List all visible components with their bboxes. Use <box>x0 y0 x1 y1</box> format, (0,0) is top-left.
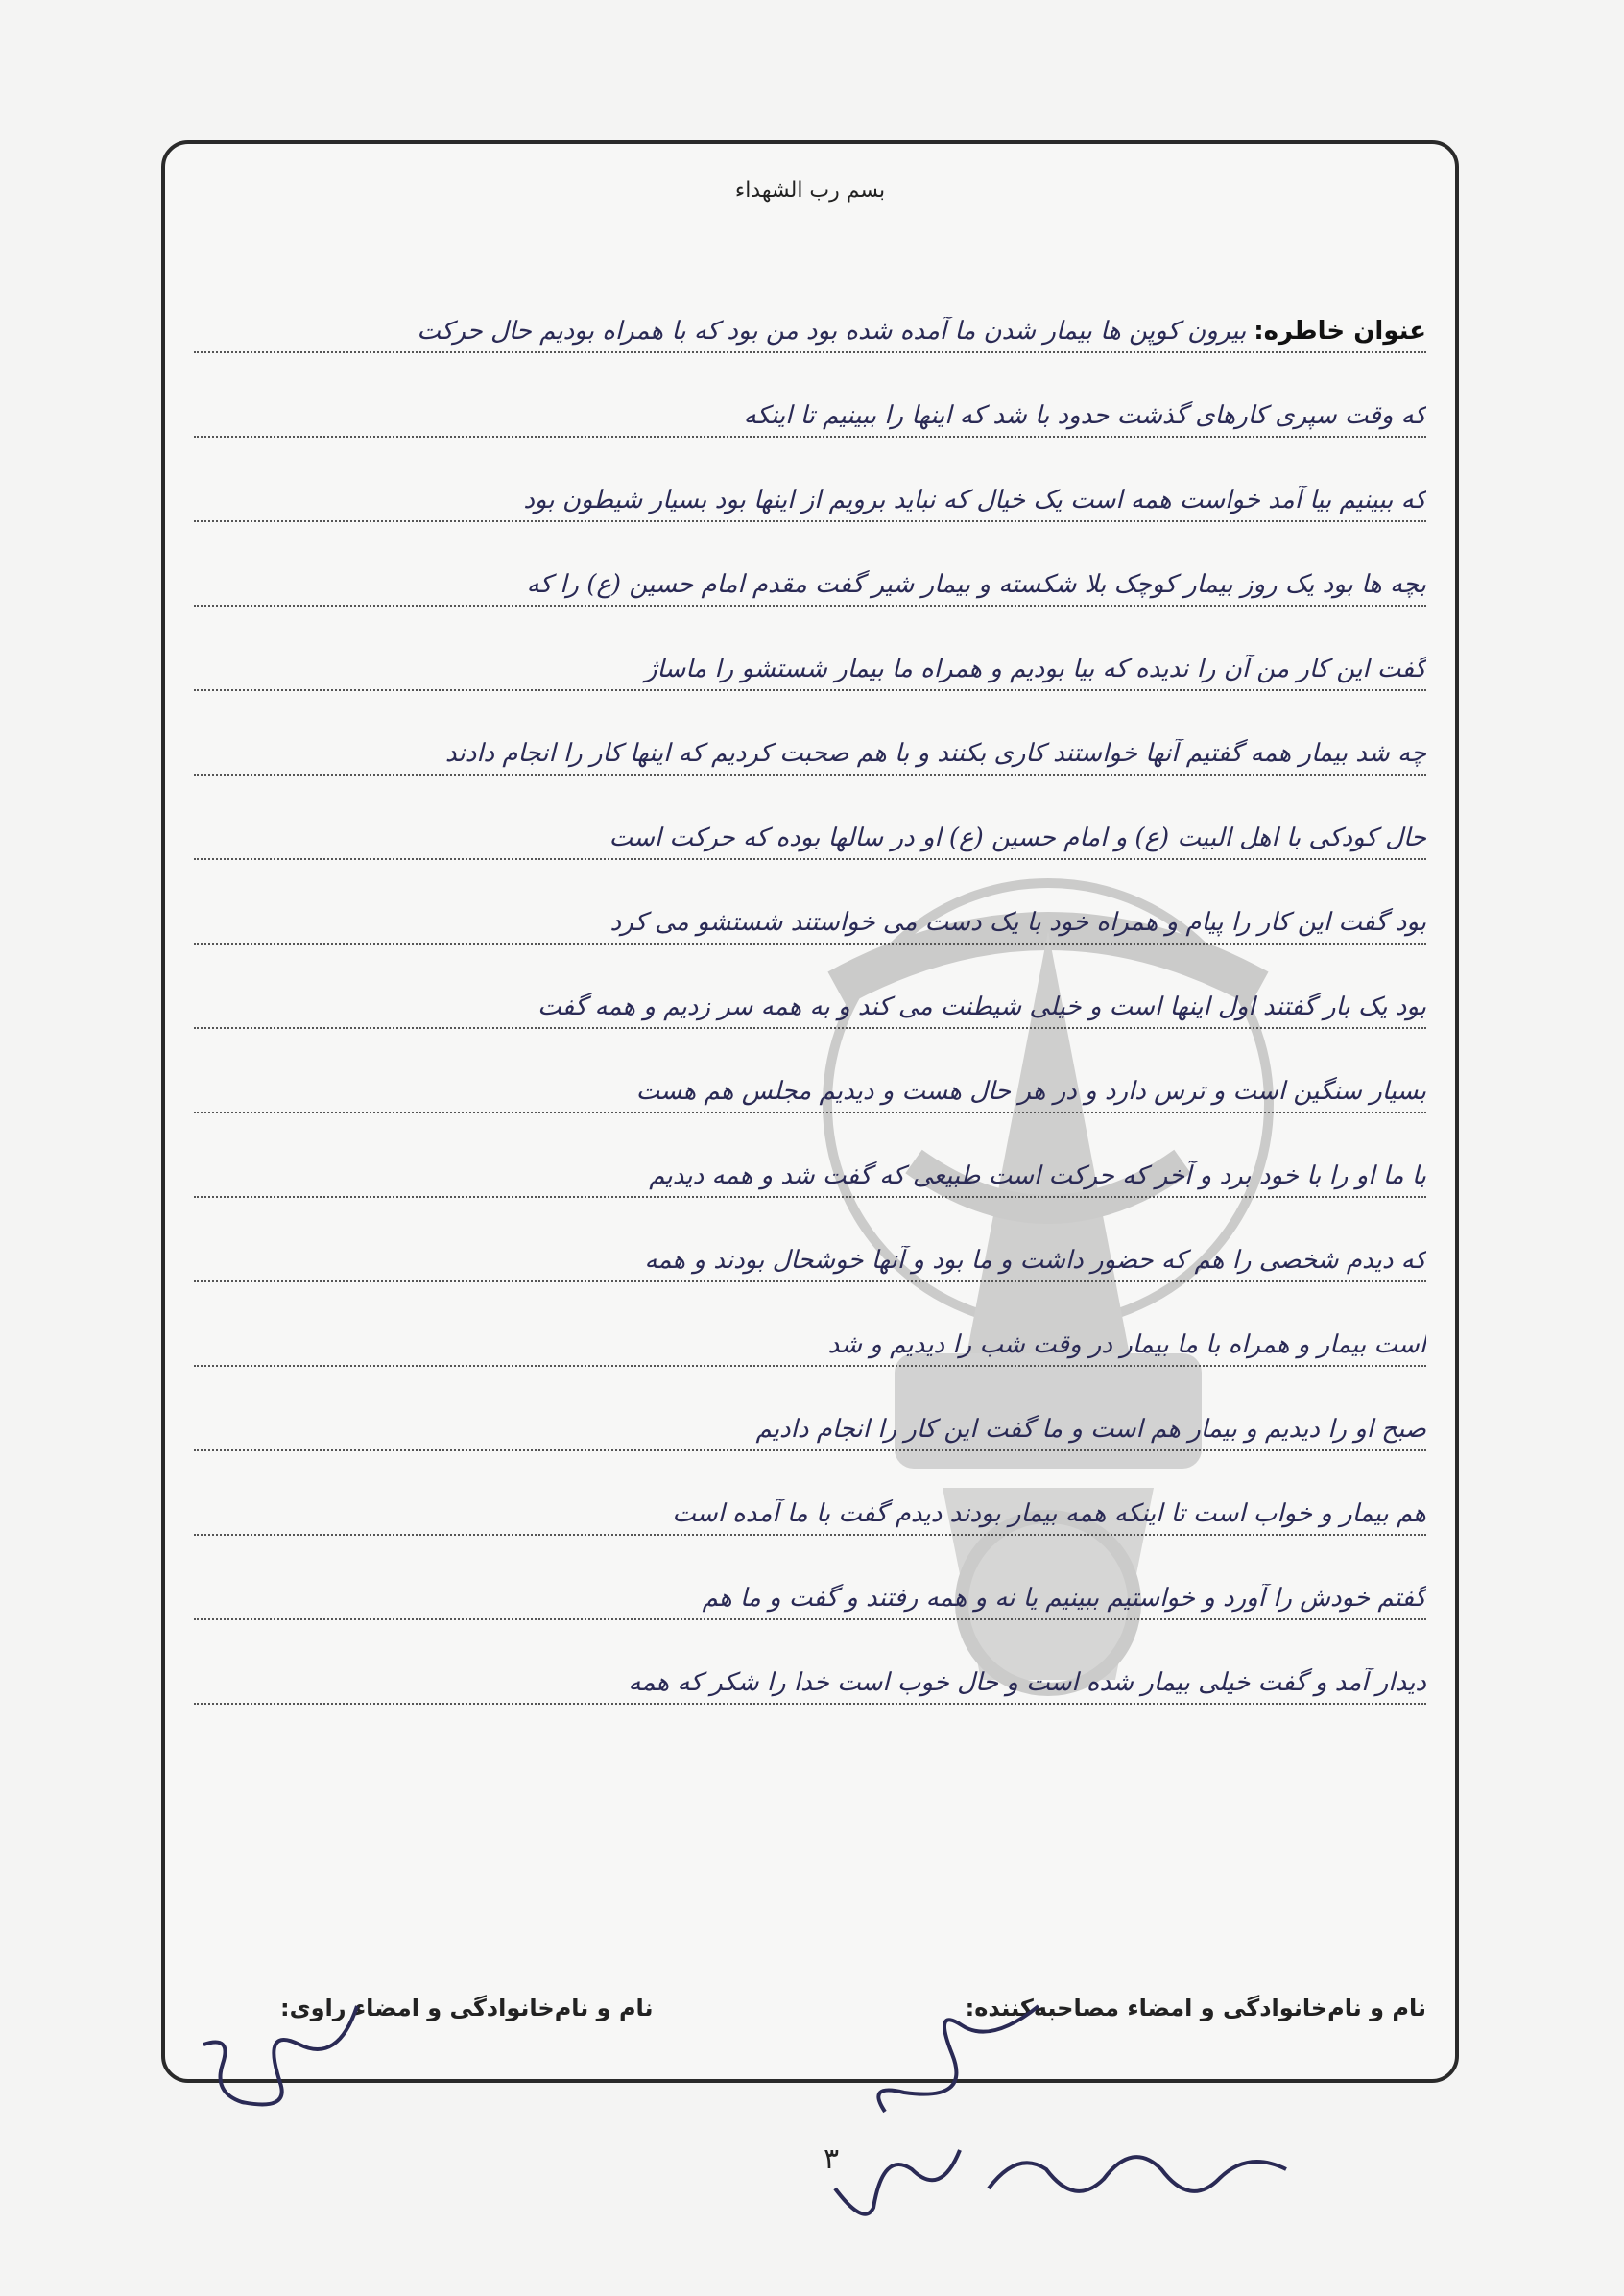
memory-line-6 <box>194 691 1426 776</box>
interviewer-label: نام و نام‌خانوادگی و امضاء مصاحبه‌کننده: <box>965 1995 1426 2021</box>
memory-line-14 <box>194 1367 1426 1451</box>
page-number: ۳ <box>824 2142 840 2176</box>
handwritten-text: بیرون کوپن ها بیمار شدن ما آمده شده بود من بود که با همراه بودیم حال حرکت <box>417 317 1247 346</box>
handwritten-text: با ما او را با خود برد و آخر که حرکت است طبیعی که گفت شد و همه دیدیم <box>649 1161 1426 1190</box>
memory-line-10 <box>194 1029 1426 1113</box>
memory-line-9 <box>194 945 1426 1029</box>
handwritten-text: گفتم خودش را آورد و خواستیم ببینیم یا نه و همه رفتند و گفت و ما هم <box>702 1584 1426 1613</box>
interviewer-signature <box>847 1987 1058 2121</box>
memory-line-15 <box>194 1451 1426 1536</box>
memory-line-8 <box>194 860 1426 945</box>
narrator-label: نام و نام‌خانوادگی و امضاء راوی: <box>280 1995 654 2021</box>
memory-lines <box>194 269 1426 1705</box>
page-title: بسم رب الشهداء <box>734 179 886 203</box>
handwritten-text: گفت این کار من آن را ندیده که بیا بودیم و همراه ما بیمار شستشو را ماساژ <box>645 655 1426 683</box>
handwritten-text: که ببینیم بیا آمد خواست همه است یک خیال که نباید برویم از اینها بود بسیار شیطون بود <box>523 486 1426 514</box>
memory-line-16 <box>194 1536 1426 1620</box>
handwritten-text: هم بیمار و خواب است تا اینکه همه بیمار بودند دیدم گفت با ما آمده است <box>672 1499 1426 1528</box>
handwritten-text: که دیدم شخصی را هم که حضور داشت و ما بود و آنها خوشحال بودند و همه <box>644 1246 1426 1275</box>
signature-footer <box>194 1995 1426 2021</box>
handwritten-text: بود گفت این کار را پیام و همراه خود با یک دست می خواستند شستشو می کرد <box>609 908 1426 937</box>
handwritten-text: صبح او را دیدیم و بیمار هم است و ما گفت این کار را انجام دادیم <box>755 1415 1426 1444</box>
handwritten-name-note <box>768 2131 1305 2227</box>
memory-label: عنوان خاطره: <box>1254 317 1426 346</box>
memory-line-4 <box>194 522 1426 607</box>
memory-line-7 <box>194 776 1426 860</box>
memory-line-3 <box>194 438 1426 522</box>
memory-line-2 <box>194 353 1426 438</box>
memory-line-1 <box>194 269 1426 353</box>
handwritten-text: دیدار آمد و گفت خیلی بیمار شده است و حال خوب است خدا را شکر که همه <box>628 1668 1426 1697</box>
handwritten-text: بچه ها بود یک روز بیمار کوچک بلا شکسته و بیمار شیر گفت مقدم امام حسین (ع) را که <box>526 570 1426 599</box>
handwritten-text: است بیمار و همراه با ما بیمار در وقت شب را دیدیم و شد <box>827 1330 1426 1359</box>
memory-line-13 <box>194 1282 1426 1367</box>
form-frame <box>161 140 1459 2083</box>
narrator-signature <box>184 1987 376 2121</box>
handwritten-text: بسیار سنگین است و ترس دارد و در هر حال هست و دیدیم مجلس هم هست <box>635 1077 1426 1106</box>
memory-line-5 <box>194 607 1426 691</box>
handwritten-text: بود یک بار گفتند اول اینها است و خیلی شیطنت می کند و به همه سر زدیم و همه گفت <box>537 993 1426 1021</box>
handwritten-text: که وقت سپری کارهای گذشت حدود با شد که اینها را ببینیم تا اینکه <box>743 401 1426 430</box>
handwritten-text: چه شد بیمار همه گفتیم آنها خواستند کاری بکنند و با هم صحبت کردیم که اینها کار را انجام دادند <box>444 739 1426 768</box>
handwritten-text: حال کودکی با اهل البیت (ع) و امام حسین (ع) او در سالها بوده که حرکت است <box>609 824 1426 852</box>
memory-line-12 <box>194 1198 1426 1282</box>
memory-line-17 <box>194 1620 1426 1705</box>
memory-line-11 <box>194 1113 1426 1198</box>
